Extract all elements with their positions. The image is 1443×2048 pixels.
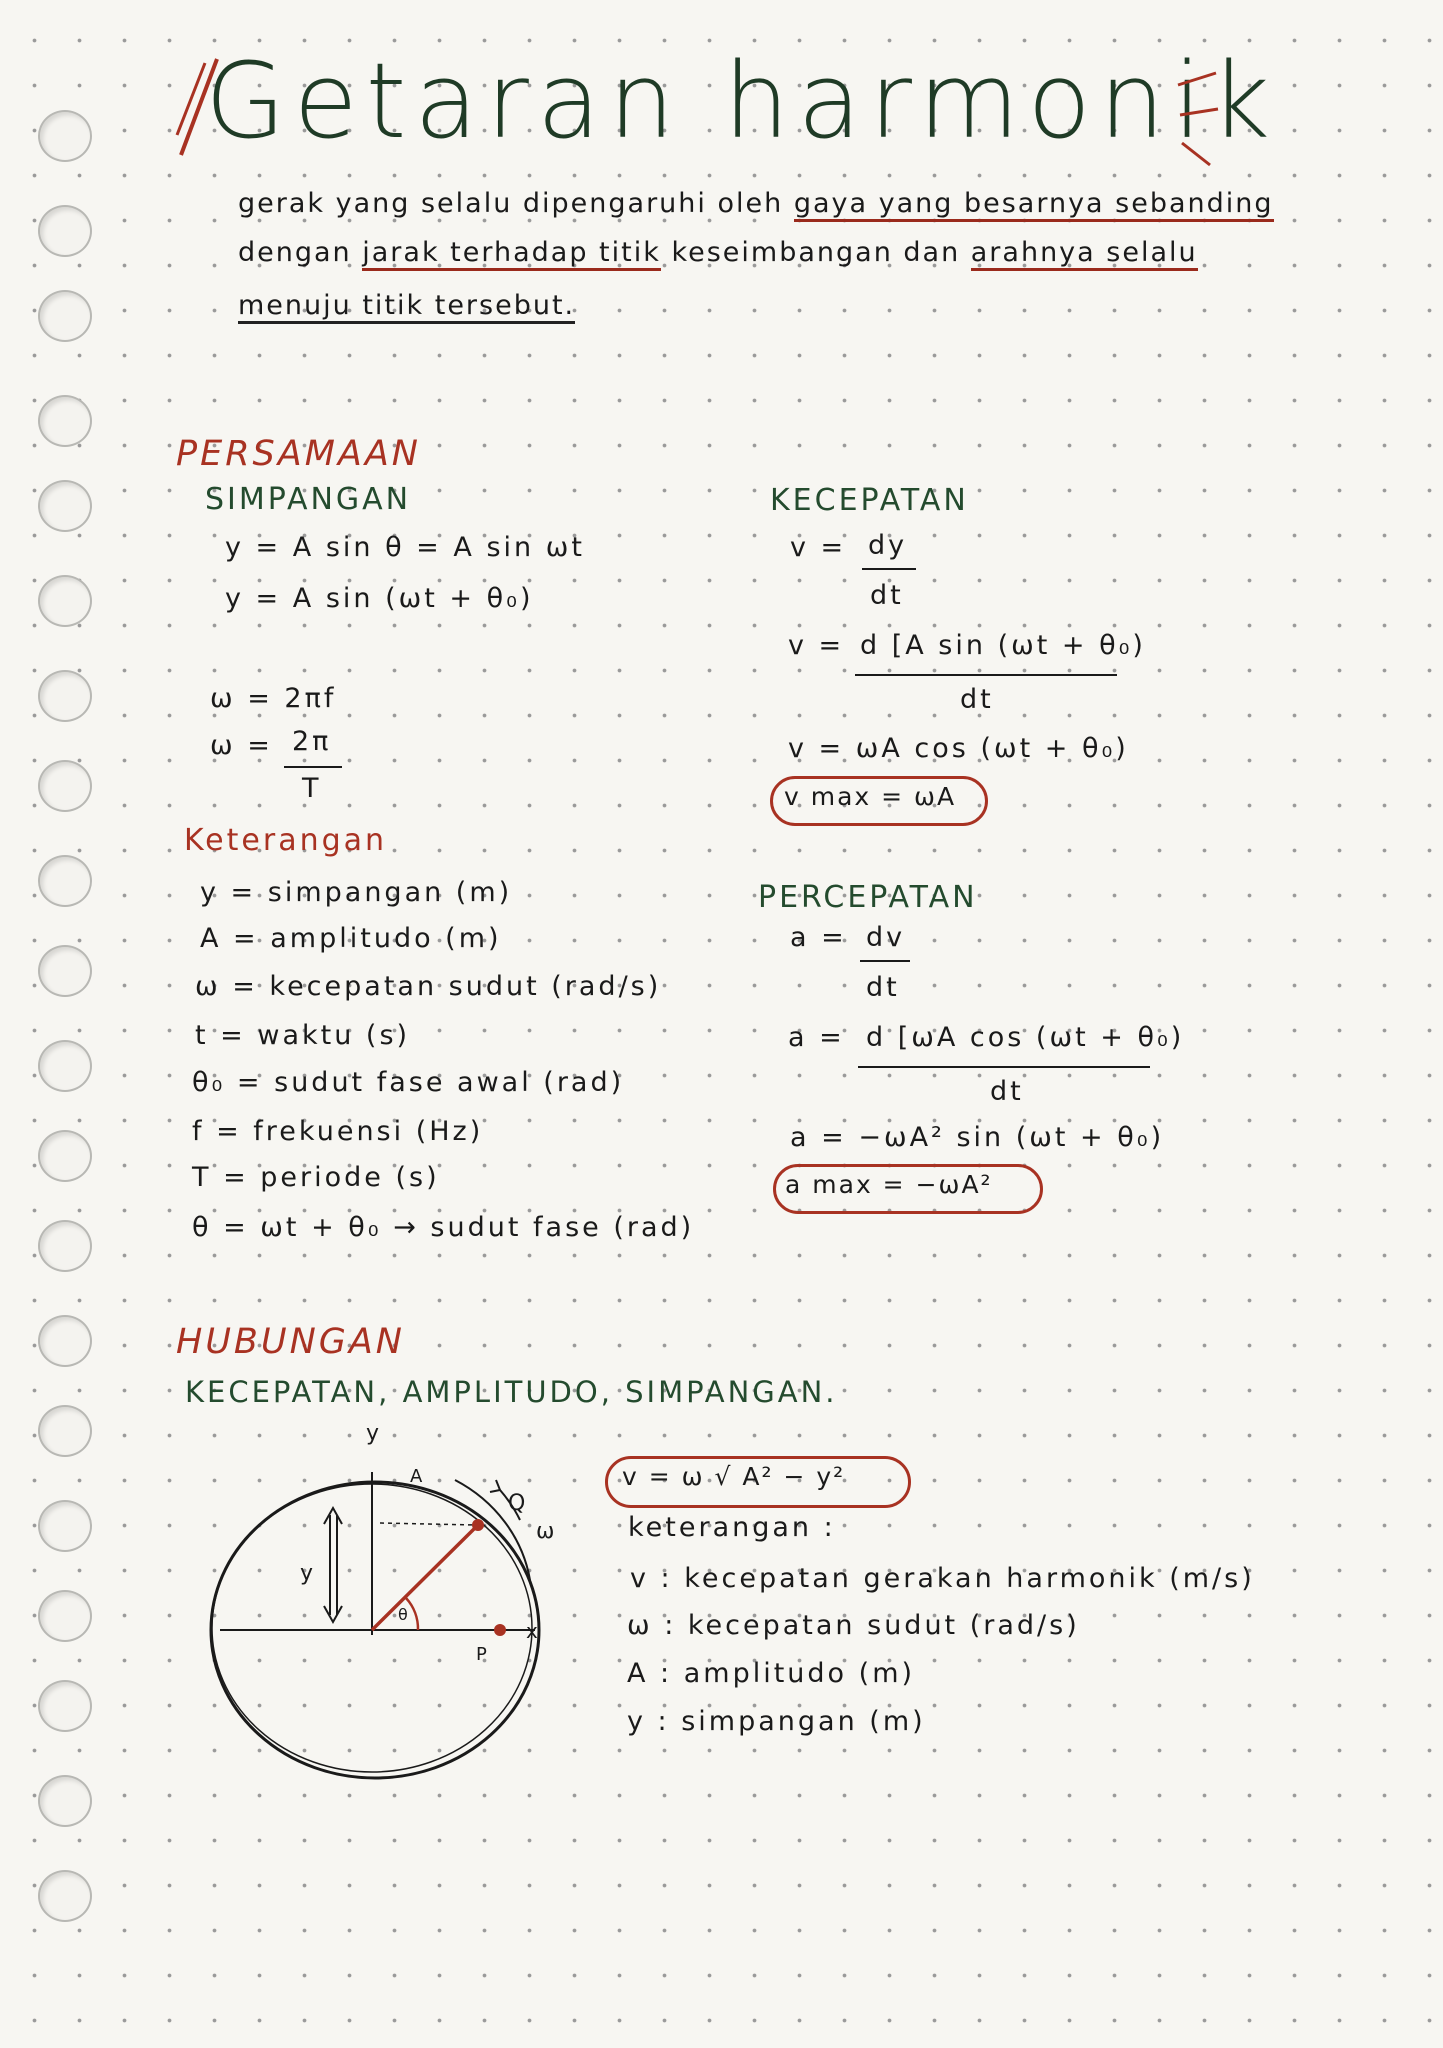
subheading-percepatan: PERCEPATAN	[758, 880, 978, 915]
equation-a3: a = −ωA² sin (ωt + θ₀)	[790, 1122, 1165, 1153]
keterangan-item: f = frekuensi (Hz)	[192, 1116, 484, 1147]
equation-v2-left: v =	[788, 630, 845, 661]
section-heading-persamaan: PERSAMAAN	[176, 434, 421, 474]
binder-hole	[38, 855, 92, 907]
fraction-line	[862, 568, 916, 570]
keterangan-heading-hubungan: keterangan :	[628, 1512, 836, 1543]
binder-hole	[38, 760, 92, 812]
hubungan-keterangan-item: A : amplitudo (m)	[627, 1658, 916, 1689]
binder-hole	[38, 1315, 92, 1367]
equation-omega-1: ω = 2πf	[210, 683, 337, 714]
equation-simpangan-2: y = A sin (ωt + θ₀)	[225, 583, 534, 614]
diagram-label-omega: ω	[536, 1519, 555, 1544]
equation-a1-denominator: dt	[866, 972, 900, 1003]
page-title: Getaran harmonik	[205, 40, 1279, 162]
equation-omega-2-denominator: T	[302, 773, 322, 804]
intro-text: keseimbangan dan	[660, 237, 971, 268]
intro-line-2	[238, 237, 1198, 268]
equation-a2-denominator: dt	[990, 1076, 1024, 1107]
equation-v2-numerator: d [A sin (ωt + θ₀)	[860, 630, 1146, 661]
binder-hole	[38, 290, 92, 342]
binder-hole	[38, 1680, 92, 1732]
hubungan-keterangan-item: v : kecepatan gerakan harmonik (m/s)	[630, 1563, 1255, 1594]
keterangan-item: θ = ωt + θ₀ → sudut fase (rad)	[192, 1212, 695, 1243]
section-heading-hubungan: HUBUNGAN	[176, 1322, 405, 1362]
equation-omega-2-numerator: 2π	[292, 726, 332, 757]
intro-underlined-black: menuju titik tersebut.	[238, 290, 575, 324]
intro-underlined-red: gaya yang besarnya sebanding	[794, 188, 1274, 222]
hubungan-keterangan-item: y : simpangan (m)	[627, 1706, 926, 1737]
intro-text: gerak yang selalu dipengaruhi oleh	[238, 188, 794, 219]
subheading-simpangan: SIMPANGAN	[205, 482, 412, 517]
equation-a2-numerator: d [ωA cos (ωt + θ₀)	[866, 1022, 1185, 1053]
intro-underlined-red: arahnya selalu	[971, 237, 1198, 271]
equation-amax: a max = −ωA²	[785, 1170, 993, 1199]
binder-hole	[38, 575, 92, 627]
binder-hole	[38, 205, 92, 257]
fraction-line	[855, 674, 1117, 676]
binder-hole	[38, 1870, 92, 1922]
intro-line-1	[238, 188, 1274, 219]
subheading-hubungan: KECEPATAN, AMPLITUDO, SIMPANGAN.	[185, 1375, 838, 1409]
binder-hole	[38, 1130, 92, 1182]
binder-hole	[38, 1590, 92, 1642]
binder-hole	[38, 480, 92, 532]
binder-hole	[38, 1775, 92, 1827]
subheading-keterangan: Keterangan	[184, 823, 388, 858]
keterangan-item: t = waktu (s)	[195, 1020, 411, 1051]
keterangan-item: A = amplitudo (m)	[200, 923, 502, 954]
fraction-line	[284, 766, 342, 768]
diagram-label-theta: θ	[398, 1605, 408, 1624]
binder-holes	[0, 0, 110, 2048]
binder-hole	[38, 1040, 92, 1092]
keterangan-item: T = periode (s)	[192, 1162, 440, 1193]
intro-line-3	[238, 290, 575, 321]
intro-text: dengan	[238, 237, 363, 268]
keterangan-item: y = simpangan (m)	[200, 877, 513, 908]
formula-hubungan: v = ω √ A² − y²	[622, 1462, 846, 1491]
keterangan-item: ω = kecepatan sudut (rad/s)	[195, 971, 662, 1002]
diagram-label-amplitude: A	[410, 1466, 423, 1487]
equation-a1-left: a =	[790, 922, 847, 953]
diagram-label-y-axis: y	[366, 1421, 380, 1446]
keterangan-item: θ₀ = sudut fase awal (rad)	[192, 1067, 625, 1098]
equation-simpangan-1: y = A sin θ = A sin ωt	[225, 532, 585, 563]
diagram-label-x-axis: x	[526, 1619, 538, 1643]
circle-diagram	[200, 1420, 600, 1780]
binder-hole	[38, 1220, 92, 1272]
equation-v1-numerator: dy	[868, 530, 908, 561]
title-right-accent	[1168, 65, 1228, 175]
binder-hole	[38, 670, 92, 722]
fraction-line	[858, 1066, 1150, 1068]
equation-a2-left: a =	[788, 1022, 845, 1053]
equation-v1-left: v =	[790, 532, 847, 563]
diagram-label-p: P	[476, 1644, 487, 1665]
intro-underlined-red: jarak terhadap titik	[362, 237, 661, 271]
equation-v1-denominator: dt	[870, 580, 904, 611]
binder-hole	[38, 1500, 92, 1552]
diagram-label-q: Q	[508, 1491, 526, 1516]
equation-a1-numerator: dv	[866, 922, 906, 953]
binder-hole	[38, 945, 92, 997]
equation-v2-denominator: dt	[960, 684, 994, 715]
equation-vmax: v max = ωA	[784, 782, 957, 811]
diagram-label-y: y	[300, 1561, 314, 1586]
binder-hole	[38, 395, 92, 447]
fraction-line	[860, 960, 910, 962]
equation-omega-2-left: ω =	[210, 730, 273, 761]
hubungan-keterangan-item: ω : kecepatan sudut (rad/s)	[627, 1610, 1080, 1641]
subheading-kecepatan: KECEPATAN	[770, 483, 969, 518]
equation-v3: v = ωA cos (ωt + θ₀)	[788, 733, 1129, 764]
binder-hole	[38, 110, 92, 162]
binder-hole	[38, 1405, 92, 1457]
